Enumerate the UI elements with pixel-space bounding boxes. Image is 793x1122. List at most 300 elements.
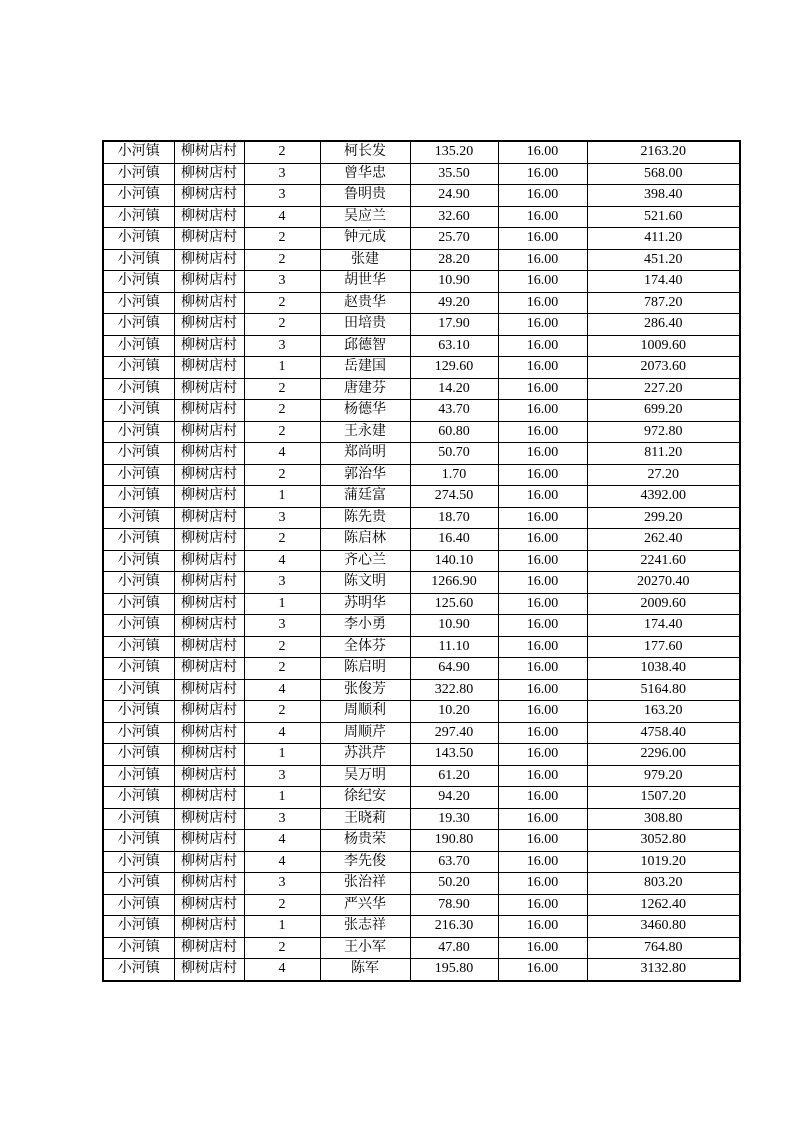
cell-total: 2009.60 [587, 593, 740, 615]
cell-town: 小河镇 [103, 185, 174, 207]
cell-name: 李小勇 [320, 615, 410, 637]
cell-rate: 16.00 [498, 529, 587, 551]
cell-quantity: 50.20 [410, 873, 498, 895]
cell-town: 小河镇 [103, 335, 174, 357]
cell-name: 邱德智 [320, 335, 410, 357]
cell-quantity: 135.20 [410, 141, 498, 163]
cell-name: 唐建芬 [320, 378, 410, 400]
cell-town: 小河镇 [103, 830, 174, 852]
cell-rate: 16.00 [498, 443, 587, 465]
cell-village: 柳树店村 [174, 228, 244, 250]
cell-total: 3132.80 [587, 959, 740, 981]
cell-name: 王晓莉 [320, 808, 410, 830]
cell-quantity: 63.10 [410, 335, 498, 357]
cell-count: 3 [244, 765, 320, 787]
cell-count: 2 [244, 292, 320, 314]
table-row [103, 701, 740, 723]
cell-name: 胡世华 [320, 271, 410, 293]
cell-name: 陈先贵 [320, 507, 410, 529]
table-row [103, 873, 740, 895]
cell-count: 4 [244, 830, 320, 852]
cell-total: 5164.80 [587, 679, 740, 701]
cell-rate: 16.00 [498, 722, 587, 744]
cell-village: 柳树店村 [174, 873, 244, 895]
cell-village: 柳树店村 [174, 400, 244, 422]
cell-quantity: 195.80 [410, 959, 498, 981]
cell-village: 柳树店村 [174, 572, 244, 594]
cell-village: 柳树店村 [174, 185, 244, 207]
cell-rate: 16.00 [498, 744, 587, 766]
cell-count: 2 [244, 228, 320, 250]
cell-total: 4392.00 [587, 486, 740, 508]
cell-village: 柳树店村 [174, 507, 244, 529]
cell-rate: 16.00 [498, 916, 587, 938]
cell-rate: 16.00 [498, 765, 587, 787]
cell-name: 杨德华 [320, 400, 410, 422]
cell-rate: 16.00 [498, 937, 587, 959]
cell-name: 徐纪安 [320, 787, 410, 809]
cell-total: 2296.00 [587, 744, 740, 766]
cell-town: 小河镇 [103, 765, 174, 787]
cell-count: 3 [244, 271, 320, 293]
cell-count: 4 [244, 959, 320, 981]
cell-total: 174.40 [587, 615, 740, 637]
cell-total: 411.20 [587, 228, 740, 250]
table-row [103, 615, 740, 637]
cell-town: 小河镇 [103, 916, 174, 938]
cell-rate: 16.00 [498, 400, 587, 422]
cell-quantity: 143.50 [410, 744, 498, 766]
cell-quantity: 140.10 [410, 550, 498, 572]
cell-town: 小河镇 [103, 163, 174, 185]
cell-quantity: 60.80 [410, 421, 498, 443]
cell-count: 3 [244, 572, 320, 594]
cell-town: 小河镇 [103, 636, 174, 658]
cell-rate: 16.00 [498, 894, 587, 916]
cell-rate: 16.00 [498, 271, 587, 293]
cell-rate: 16.00 [498, 249, 587, 271]
cell-town: 小河镇 [103, 400, 174, 422]
cell-name: 柯长发 [320, 141, 410, 163]
cell-count: 2 [244, 249, 320, 271]
table-row [103, 507, 740, 529]
cell-count: 2 [244, 894, 320, 916]
table-row [103, 400, 740, 422]
table-row [103, 464, 740, 486]
cell-count: 1 [244, 787, 320, 809]
table-row [103, 378, 740, 400]
cell-town: 小河镇 [103, 959, 174, 981]
cell-total: 27.20 [587, 464, 740, 486]
cell-total: 2241.60 [587, 550, 740, 572]
cell-town: 小河镇 [103, 228, 174, 250]
cell-town: 小河镇 [103, 357, 174, 379]
cell-count: 1 [244, 486, 320, 508]
cell-total: 521.60 [587, 206, 740, 228]
cell-total: 163.20 [587, 701, 740, 723]
cell-rate: 16.00 [498, 163, 587, 185]
table-row [103, 271, 740, 293]
cell-town: 小河镇 [103, 464, 174, 486]
cell-name: 吴万明 [320, 765, 410, 787]
cell-town: 小河镇 [103, 658, 174, 680]
cell-total: 20270.40 [587, 572, 740, 594]
cell-count: 2 [244, 141, 320, 163]
cell-quantity: 47.80 [410, 937, 498, 959]
cell-quantity: 10.90 [410, 271, 498, 293]
cell-quantity: 35.50 [410, 163, 498, 185]
cell-name: 田培贵 [320, 314, 410, 336]
cell-count: 2 [244, 636, 320, 658]
cell-name: 张建 [320, 249, 410, 271]
table-row [103, 163, 740, 185]
cell-name: 陈军 [320, 959, 410, 981]
cell-count: 3 [244, 808, 320, 830]
cell-village: 柳树店村 [174, 421, 244, 443]
cell-town: 小河镇 [103, 206, 174, 228]
cell-count: 2 [244, 421, 320, 443]
cell-total: 699.20 [587, 400, 740, 422]
cell-total: 568.00 [587, 163, 740, 185]
cell-town: 小河镇 [103, 894, 174, 916]
cell-name: 杨贵荣 [320, 830, 410, 852]
cell-quantity: 1266.90 [410, 572, 498, 594]
cell-name: 蒲廷富 [320, 486, 410, 508]
cell-count: 2 [244, 378, 320, 400]
cell-quantity: 61.20 [410, 765, 498, 787]
cell-rate: 16.00 [498, 486, 587, 508]
cell-town: 小河镇 [103, 507, 174, 529]
table-row [103, 185, 740, 207]
cell-total: 286.40 [587, 314, 740, 336]
table-row [103, 744, 740, 766]
cell-total: 811.20 [587, 443, 740, 465]
cell-town: 小河镇 [103, 722, 174, 744]
cell-town: 小河镇 [103, 249, 174, 271]
table-row [103, 314, 740, 336]
cell-name: 陈文明 [320, 572, 410, 594]
cell-count: 2 [244, 314, 320, 336]
cell-name: 陈启明 [320, 658, 410, 680]
cell-rate: 16.00 [498, 335, 587, 357]
table-row [103, 894, 740, 916]
cell-count: 4 [244, 679, 320, 701]
cell-name: 苏明华 [320, 593, 410, 615]
cell-count: 3 [244, 507, 320, 529]
cell-rate: 16.00 [498, 464, 587, 486]
cell-town: 小河镇 [103, 808, 174, 830]
cell-total: 451.20 [587, 249, 740, 271]
cell-rate: 16.00 [498, 679, 587, 701]
cell-village: 柳树店村 [174, 722, 244, 744]
cell-rate: 16.00 [498, 615, 587, 637]
cell-count: 2 [244, 701, 320, 723]
cell-village: 柳树店村 [174, 658, 244, 680]
cell-total: 174.40 [587, 271, 740, 293]
cell-quantity: 32.60 [410, 206, 498, 228]
cell-rate: 16.00 [498, 851, 587, 873]
cell-count: 4 [244, 206, 320, 228]
table-row [103, 529, 740, 551]
cell-village: 柳树店村 [174, 357, 244, 379]
table-row [103, 228, 740, 250]
cell-quantity: 78.90 [410, 894, 498, 916]
cell-town: 小河镇 [103, 851, 174, 873]
cell-rate: 16.00 [498, 206, 587, 228]
cell-town: 小河镇 [103, 787, 174, 809]
cell-village: 柳树店村 [174, 464, 244, 486]
cell-name: 齐心兰 [320, 550, 410, 572]
cell-name: 严兴华 [320, 894, 410, 916]
cell-town: 小河镇 [103, 550, 174, 572]
cell-count: 4 [244, 550, 320, 572]
table-row [103, 292, 740, 314]
cell-town: 小河镇 [103, 572, 174, 594]
cell-count: 2 [244, 658, 320, 680]
table-row [103, 357, 740, 379]
cell-total: 1038.40 [587, 658, 740, 680]
cell-town: 小河镇 [103, 314, 174, 336]
cell-name: 赵贵华 [320, 292, 410, 314]
cell-town: 小河镇 [103, 744, 174, 766]
cell-name: 张俊芳 [320, 679, 410, 701]
cell-name: 郭治华 [320, 464, 410, 486]
cell-quantity: 1.70 [410, 464, 498, 486]
cell-count: 2 [244, 529, 320, 551]
cell-quantity: 274.50 [410, 486, 498, 508]
cell-quantity: 216.30 [410, 916, 498, 938]
cell-town: 小河镇 [103, 615, 174, 637]
cell-town: 小河镇 [103, 271, 174, 293]
cell-rate: 16.00 [498, 701, 587, 723]
cell-quantity: 17.90 [410, 314, 498, 336]
cell-quantity: 25.70 [410, 228, 498, 250]
cell-village: 柳树店村 [174, 443, 244, 465]
cell-village: 柳树店村 [174, 550, 244, 572]
cell-rate: 16.00 [498, 292, 587, 314]
cell-village: 柳树店村 [174, 636, 244, 658]
cell-quantity: 125.60 [410, 593, 498, 615]
cell-quantity: 19.30 [410, 808, 498, 830]
table-row [103, 421, 740, 443]
cell-rate: 16.00 [498, 873, 587, 895]
cell-village: 柳树店村 [174, 249, 244, 271]
cell-name: 王小军 [320, 937, 410, 959]
cell-rate: 16.00 [498, 658, 587, 680]
cell-quantity: 10.20 [410, 701, 498, 723]
cell-name: 张治祥 [320, 873, 410, 895]
cell-village: 柳树店村 [174, 894, 244, 916]
cell-rate: 16.00 [498, 787, 587, 809]
cell-total: 1009.60 [587, 335, 740, 357]
table-row [103, 722, 740, 744]
cell-rate: 16.00 [498, 421, 587, 443]
table-row [103, 443, 740, 465]
cell-total: 3460.80 [587, 916, 740, 938]
cell-quantity: 190.80 [410, 830, 498, 852]
cell-town: 小河镇 [103, 141, 174, 163]
cell-count: 1 [244, 916, 320, 938]
cell-quantity: 94.20 [410, 787, 498, 809]
cell-rate: 16.00 [498, 185, 587, 207]
table-row [103, 636, 740, 658]
table-row [103, 851, 740, 873]
cell-village: 柳树店村 [174, 615, 244, 637]
table-row [103, 658, 740, 680]
cell-town: 小河镇 [103, 486, 174, 508]
cell-total: 227.20 [587, 378, 740, 400]
data-table [102, 140, 741, 982]
cell-count: 3 [244, 335, 320, 357]
cell-total: 262.40 [587, 529, 740, 551]
cell-town: 小河镇 [103, 421, 174, 443]
cell-total: 2073.60 [587, 357, 740, 379]
cell-town: 小河镇 [103, 443, 174, 465]
cell-name: 钟元成 [320, 228, 410, 250]
cell-name: 苏洪芹 [320, 744, 410, 766]
table-row [103, 335, 740, 357]
table-row [103, 486, 740, 508]
table-row [103, 830, 740, 852]
cell-count: 3 [244, 185, 320, 207]
cell-count: 1 [244, 593, 320, 615]
cell-town: 小河镇 [103, 529, 174, 551]
cell-count: 2 [244, 464, 320, 486]
cell-count: 2 [244, 937, 320, 959]
cell-rate: 16.00 [498, 228, 587, 250]
cell-village: 柳树店村 [174, 744, 244, 766]
cell-village: 柳树店村 [174, 335, 244, 357]
cell-quantity: 49.20 [410, 292, 498, 314]
cell-town: 小河镇 [103, 378, 174, 400]
cell-village: 柳树店村 [174, 163, 244, 185]
cell-rate: 16.00 [498, 507, 587, 529]
cell-name: 李先俊 [320, 851, 410, 873]
cell-quantity: 18.70 [410, 507, 498, 529]
cell-total: 299.20 [587, 507, 740, 529]
cell-total: 177.60 [587, 636, 740, 658]
table-row [103, 808, 740, 830]
cell-total: 2163.20 [587, 141, 740, 163]
table-row [103, 959, 740, 981]
cell-total: 1262.40 [587, 894, 740, 916]
cell-village: 柳树店村 [174, 378, 244, 400]
cell-name: 鲁明贵 [320, 185, 410, 207]
cell-quantity: 24.90 [410, 185, 498, 207]
cell-rate: 16.00 [498, 636, 587, 658]
table-row [103, 249, 740, 271]
cell-village: 柳树店村 [174, 851, 244, 873]
cell-village: 柳树店村 [174, 937, 244, 959]
cell-quantity: 43.70 [410, 400, 498, 422]
cell-quantity: 322.80 [410, 679, 498, 701]
table-row [103, 787, 740, 809]
cell-name: 周顺利 [320, 701, 410, 723]
cell-village: 柳树店村 [174, 206, 244, 228]
table-row [103, 572, 740, 594]
cell-rate: 16.00 [498, 593, 587, 615]
cell-name: 郑尚明 [320, 443, 410, 465]
cell-rate: 16.00 [498, 959, 587, 981]
table-row [103, 916, 740, 938]
cell-count: 4 [244, 443, 320, 465]
table-row [103, 206, 740, 228]
cell-name: 王永建 [320, 421, 410, 443]
cell-quantity: 28.20 [410, 249, 498, 271]
cell-village: 柳树店村 [174, 593, 244, 615]
cell-village: 柳树店村 [174, 959, 244, 981]
cell-quantity: 50.70 [410, 443, 498, 465]
table-row [103, 679, 740, 701]
cell-village: 柳树店村 [174, 292, 244, 314]
cell-count: 3 [244, 873, 320, 895]
cell-quantity: 297.40 [410, 722, 498, 744]
cell-village: 柳树店村 [174, 314, 244, 336]
cell-name: 岳建国 [320, 357, 410, 379]
cell-count: 1 [244, 357, 320, 379]
cell-name: 吴应兰 [320, 206, 410, 228]
cell-count: 4 [244, 851, 320, 873]
cell-village: 柳树店村 [174, 765, 244, 787]
cell-name: 陈启林 [320, 529, 410, 551]
cell-town: 小河镇 [103, 679, 174, 701]
cell-town: 小河镇 [103, 593, 174, 615]
cell-count: 3 [244, 163, 320, 185]
cell-village: 柳树店村 [174, 701, 244, 723]
cell-quantity: 11.10 [410, 636, 498, 658]
cell-rate: 16.00 [498, 572, 587, 594]
table-row [103, 937, 740, 959]
cell-village: 柳树店村 [174, 787, 244, 809]
cell-total: 1507.20 [587, 787, 740, 809]
cell-quantity: 64.90 [410, 658, 498, 680]
cell-quantity: 10.90 [410, 615, 498, 637]
cell-quantity: 129.60 [410, 357, 498, 379]
cell-rate: 16.00 [498, 378, 587, 400]
cell-village: 柳树店村 [174, 916, 244, 938]
cell-village: 柳树店村 [174, 529, 244, 551]
cell-name: 周顺芹 [320, 722, 410, 744]
cell-count: 2 [244, 400, 320, 422]
cell-total: 787.20 [587, 292, 740, 314]
cell-total: 3052.80 [587, 830, 740, 852]
cell-count: 4 [244, 722, 320, 744]
cell-village: 柳树店村 [174, 486, 244, 508]
cell-name: 曾华忠 [320, 163, 410, 185]
cell-total: 4758.40 [587, 722, 740, 744]
cell-rate: 16.00 [498, 357, 587, 379]
cell-total: 398.40 [587, 185, 740, 207]
table-row [103, 550, 740, 572]
cell-name: 张志祥 [320, 916, 410, 938]
cell-count: 1 [244, 744, 320, 766]
cell-total: 308.80 [587, 808, 740, 830]
cell-rate: 16.00 [498, 830, 587, 852]
cell-name: 全体芬 [320, 636, 410, 658]
cell-village: 柳树店村 [174, 830, 244, 852]
table-row [103, 765, 740, 787]
cell-rate: 16.00 [498, 550, 587, 572]
cell-town: 小河镇 [103, 873, 174, 895]
cell-total: 979.20 [587, 765, 740, 787]
cell-total: 764.80 [587, 937, 740, 959]
cell-town: 小河镇 [103, 701, 174, 723]
cell-quantity: 16.40 [410, 529, 498, 551]
cell-quantity: 14.20 [410, 378, 498, 400]
cell-village: 柳树店村 [174, 271, 244, 293]
cell-village: 柳树店村 [174, 141, 244, 163]
cell-total: 972.80 [587, 421, 740, 443]
